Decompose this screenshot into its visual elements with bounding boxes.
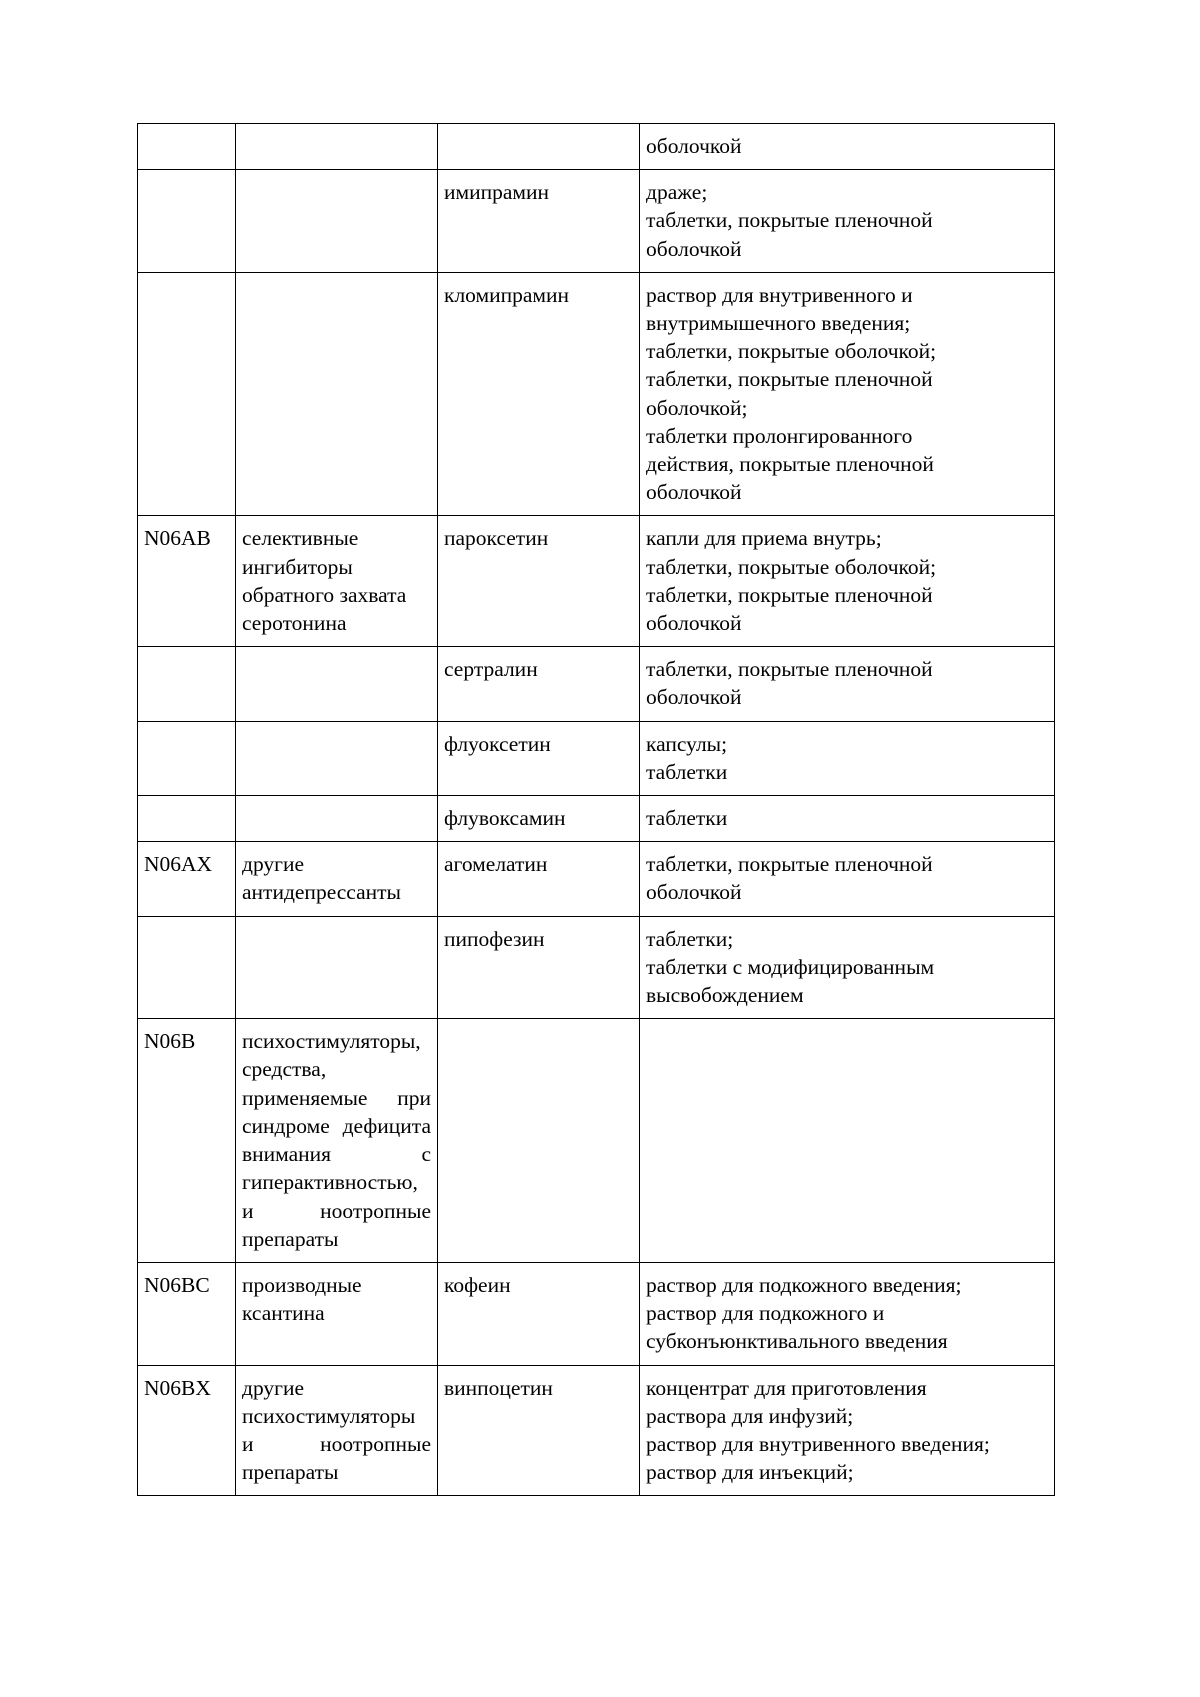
dosage-forms-cell [640,272,1055,516]
dosage-form-line: таблетки [646,806,728,831]
pharmacological-group-cell [236,796,438,842]
dosage-form-line: драже; [646,180,708,205]
dosage-form-line: капсулы; [646,731,728,756]
table-row [138,647,1055,721]
pharmacological-group-cell: другие психостимуляторы и ноотропные препараты [236,1365,438,1496]
atc-code-cell [138,721,236,795]
dosage-form-line: таблетки, покрытые пленочной [646,852,933,877]
pharmacological-group-cell: другие антидепрессанты [236,842,438,916]
table-row [138,842,1055,916]
dosage-forms-cell [640,647,1055,721]
table-row [138,796,1055,842]
table-row [138,916,1055,1019]
atc-code-cell [138,124,236,170]
atc-code-cell: N06B [138,1019,236,1263]
drug-name-cell: агомелатин [438,842,640,916]
dosage-forms-cell [640,124,1055,170]
dosage-forms-cell [640,1365,1055,1496]
dosage-form-line: оболочкой [646,611,742,636]
table-row [138,1019,1055,1263]
dosage-forms-cell [640,721,1055,795]
atc-code-cell [138,647,236,721]
drug-name-cell: кломипрамин [438,272,640,516]
dosage-form-line: таблетки, покрытые оболочкой; [646,339,937,364]
dosage-form-line: оболочкой [646,236,742,261]
dosage-form-line: раствор для внутривенного введения; [646,1431,990,1456]
dosage-form-line: концентрат для приготовления [646,1375,927,1400]
dosage-form-line: оболочкой [646,134,742,158]
dosage-form-line: таблетки, покрытые пленочной [646,367,933,392]
dosage-form-line: субконъюнктивального введения [646,1329,948,1354]
pharmacological-group-cell [236,170,438,273]
dosage-form-line: высвобождением [646,983,804,1008]
drug-name-cell: винпоцетин [438,1365,640,1496]
drug-name-cell [438,124,640,170]
drug-name-cell: флувоксамин [438,796,640,842]
dosage-form-line: оболочкой; [646,395,748,420]
atc-code-cell: N06AB [138,516,236,647]
dosage-form-line: таблетки, покрытые пленочной [646,208,933,233]
pharmacological-group-cell: психостимуляторы, средства, применяемые при синдроме дефицита внимания с гиперактивностью, и ноотропные препараты [236,1019,438,1263]
table-row [138,1365,1055,1496]
table-row [138,170,1055,273]
pharmacological-group-cell [236,272,438,516]
dosage-form-line: раствор для внутривенного и [646,282,913,307]
atc-code-cell: N06AX [138,842,236,916]
table-row [138,721,1055,795]
atc-code-cell: N06BX [138,1365,236,1496]
table-row [138,1262,1055,1365]
dosage-form-line: действия, покрытые пленочной [646,452,934,477]
atc-code-cell [138,272,236,516]
dosage-forms-cell [640,1262,1055,1365]
pharmacological-group-cell [236,721,438,795]
dosage-form-line: таблетки, покрытые оболочкой; [646,554,937,579]
dosage-form-line: таблетки с модифицированным [646,954,935,979]
table-row [138,272,1055,516]
dosage-form-line: таблетки; [646,926,734,951]
dosage-forms-cell [640,516,1055,647]
drug-name-cell [438,1019,640,1263]
pharmacological-group-cell: производные ксантина [236,1262,438,1365]
drug-table [137,123,1055,1496]
dosage-form-line: внутримышечного введения; [646,311,911,336]
drug-name-cell: сертралин [438,647,640,721]
atc-code-cell [138,170,236,273]
table-row [138,516,1055,647]
dosage-form-line: таблетки, покрытые пленочной [646,657,933,682]
dosage-form-line: таблетки [646,759,728,784]
pharmacological-group-cell [236,124,438,170]
dosage-forms-cell [640,170,1055,273]
drug-name-cell: пипофезин [438,916,640,1019]
pharmacological-group-cell [236,647,438,721]
dosage-form-line: оболочкой [646,480,742,505]
atc-code-cell [138,796,236,842]
drug-name-cell: имипрамин [438,170,640,273]
dosage-forms-cell [640,916,1055,1019]
drug-name-cell: кофеин [438,1262,640,1365]
dosage-form-line: раствора для инфузий; [646,1403,854,1428]
atc-code-cell: N06BC [138,1262,236,1365]
table-body [138,124,1055,1496]
drug-name-cell: флуоксетин [438,721,640,795]
dosage-form-line: раствор для инъекций; [646,1460,854,1485]
dosage-form-line: оболочкой [646,685,742,710]
dosage-form-line: таблетки, покрытые пленочной [646,582,933,607]
dosage-forms-cell [640,842,1055,916]
dosage-forms-cell [640,796,1055,842]
pharmacological-group-cell [236,916,438,1019]
dosage-forms-cell [640,1019,1055,1263]
pharmacological-group-cell: селективные ингибиторы обратного захвата серотонина [236,516,438,647]
drug-name-cell: пароксетин [438,516,640,647]
atc-code-cell [138,916,236,1019]
dosage-form-line: раствор для подкожного и [646,1301,885,1326]
dosage-form-line: таблетки пролонгированного [646,423,913,448]
dosage-form-line: капли для приема внутрь; [646,526,882,551]
dosage-form-line: оболочкой [646,880,742,905]
table-row [138,124,1055,170]
dosage-form-line: раствор для подкожного введения; [646,1272,962,1297]
